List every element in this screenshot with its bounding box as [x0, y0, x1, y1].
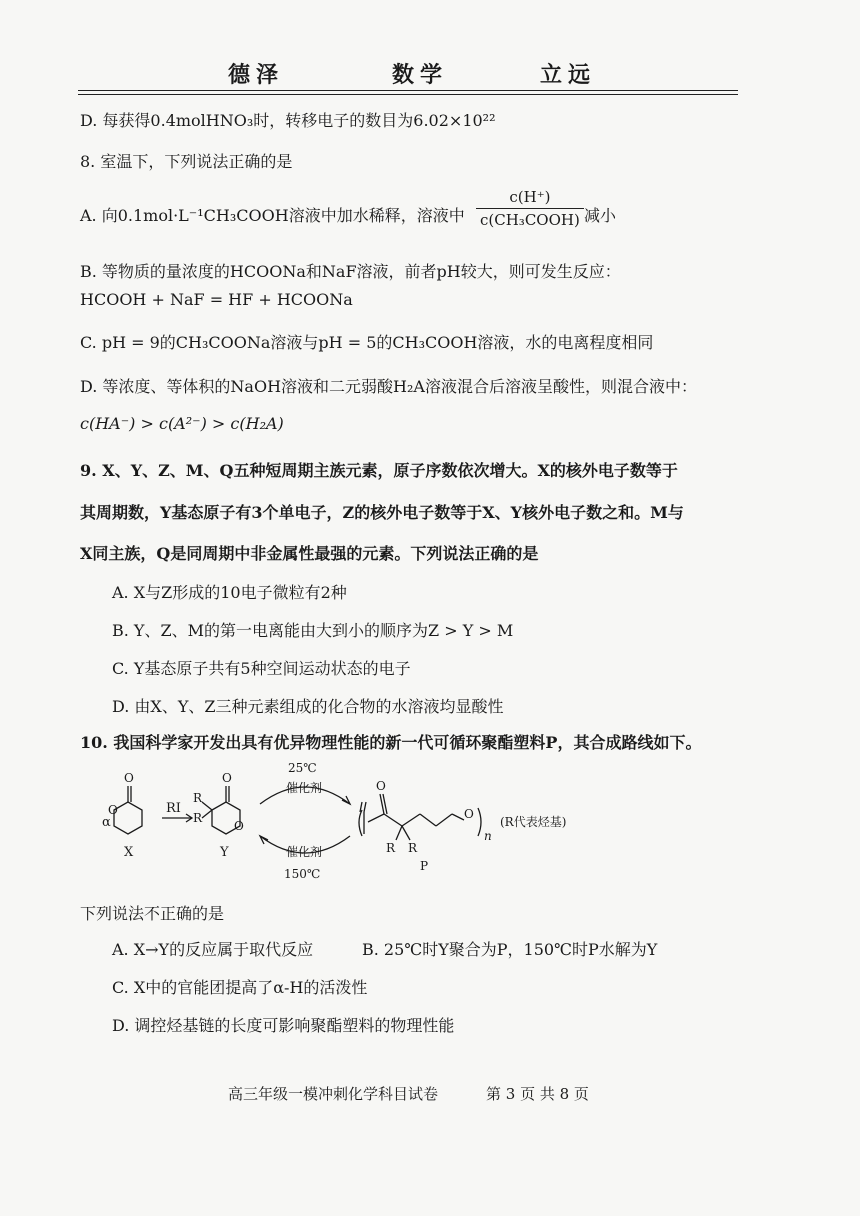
q10-option-b: B. 25℃时Y聚合为P，150℃时P水解为Y [362, 940, 658, 959]
q10-stem: 10. 我国科学家开发出具有优异物理性能的新一代可循环聚酯塑料P，其合成路线如下。 [80, 733, 702, 752]
ester-o-p: O [464, 807, 474, 821]
q8b-equation: HCOOH + NaF = HF + HCOONa [80, 290, 353, 309]
r-group-y2: R [193, 811, 203, 825]
header-rule-bottom [78, 94, 738, 95]
fraction-bar [476, 208, 584, 209]
footer-page: 第 3 页 共 8 页 [486, 1085, 589, 1103]
q8-option-c: C. pH = 9的CH₃COONa溶液与pH = 5的CH₃COOH溶液，水的电离程度相同 [80, 333, 654, 352]
reagent-label: RI [166, 801, 181, 816]
footer-title: 高三年级一模冲刺化学科目试卷 [228, 1085, 439, 1103]
carbonyl-o-x: O [124, 771, 134, 785]
q10-substem: 下列说法不正确的是 [80, 904, 225, 923]
header-left: 德泽 [228, 62, 285, 88]
header-center: 数学 [392, 62, 449, 88]
q9-option-b: B. Y、Z、M的第一电离能由大到小的顺序为Z > Y > M [112, 621, 514, 640]
label-x: X [124, 845, 134, 860]
synthesis-scheme [80, 756, 640, 884]
r-group-y1: R [193, 791, 203, 805]
q9-option-a: A. X与Z形成的10电子微粒有2种 [112, 583, 347, 602]
temp-bottom: 150℃ [284, 867, 321, 881]
q9-option-c: C. Y基态原子共有5种空间运动状态的电子 [112, 659, 411, 678]
catalyst-bottom: 催化剂 [286, 845, 323, 859]
header-right: 立远 [540, 62, 597, 88]
molecule-x-ring [114, 802, 142, 834]
q8-option-b: B. 等物质的量浓度的HCOONa和NaF溶液，前者pH较大，则可发生反应： [80, 262, 621, 281]
q8-stem: 8. 室温下，下列说法正确的是 [80, 152, 293, 171]
label-p: P [420, 859, 429, 873]
carbonyl-o-y: O [222, 771, 232, 785]
q8a-suffix: 减小 [584, 206, 617, 225]
label-y: Y [220, 845, 229, 860]
q9-option-d: D. 由X、Y、Z三种元素组成的化合物的水溶液均显酸性 [112, 697, 504, 716]
q9-stem-line3: X同主族，Q是同周期中非金属性最强的元素。下列说法正确的是 [80, 544, 539, 563]
q10-option-a: A. X→Y的反应属于取代反应 [112, 940, 314, 959]
q8a-denominator: c(CH₃COOH) [480, 211, 580, 229]
polymer-bracket-right [478, 808, 481, 836]
repeat-n: n [484, 829, 492, 843]
q8-option-d: D. 等浓度、等体积的NaOH溶液和二元弱酸H₂A溶液混合后溶液呈酸性，则混合液中： [80, 377, 697, 396]
polymer-bracket-left [359, 810, 362, 836]
q8-option-a: A. 向0.1mol·L⁻¹CH₃COOH溶液中加水稀释，溶液中 [80, 206, 465, 225]
alpha-label: α [102, 815, 111, 830]
q8a-fraction [476, 188, 584, 229]
q8d-inequality: c(HA⁻) > c(A²⁻) > c(H₂A) [80, 414, 284, 433]
r-group-p2: R [408, 841, 418, 855]
catalyst-top: 催化剂 [286, 781, 323, 795]
q9-stem-line2: 其周期数，Y基态原子有3个单电子，Z的核外电子数等于X、Y核外电子数之和。M与 [80, 503, 684, 522]
polymer-backbone [368, 814, 384, 822]
q7-option-d: D. 每获得0.4molHNO₃时，转移电子的数目为6.02×10²² [80, 111, 496, 130]
q10-option-d: D. 调控烃基链的长度可影响聚酯塑料的物理性能 [112, 1016, 455, 1035]
ring-o-y: O [234, 819, 244, 833]
header-rule-top [78, 90, 738, 91]
r-group-p1: R [386, 841, 396, 855]
ring-o-x: O [108, 803, 118, 817]
carbonyl-o-p: O [376, 779, 386, 793]
q10-option-c: C. X中的官能团提高了α-H的活泼性 [112, 978, 368, 997]
r-note: (R代表烃基) [500, 815, 567, 829]
q8a-numerator: c(H⁺) [509, 188, 551, 206]
q9-stem-line1: 9. X、Y、Z、M、Q五种短周期主族元素，原子序数依次增大。X的核外电子数等于 [80, 461, 678, 480]
temp-top: 25℃ [288, 761, 317, 775]
